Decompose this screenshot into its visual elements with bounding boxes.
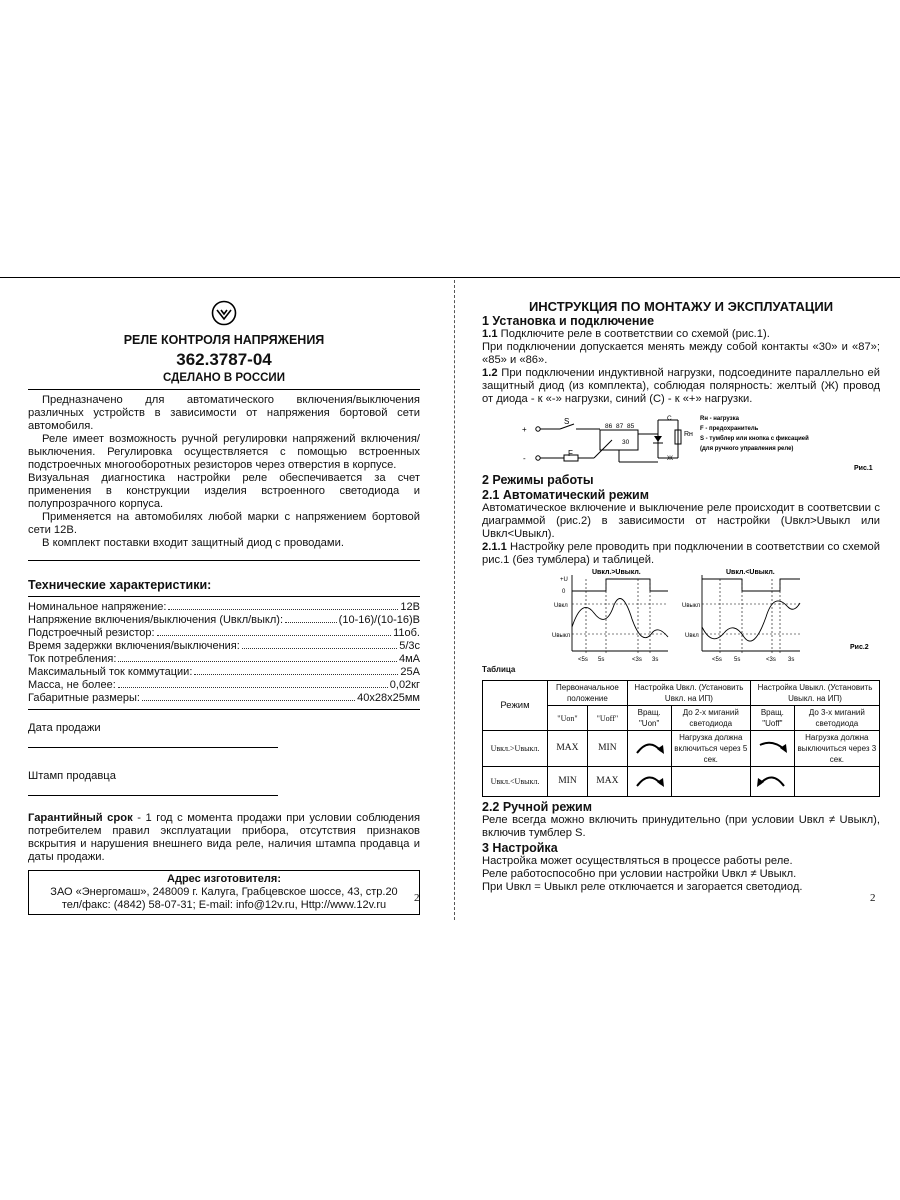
y-label-uoff: Uвыкл <box>552 633 571 639</box>
sale-date-label: Дата продажи <box>28 722 101 734</box>
header-blink-2: До 2-х миганий светодиода <box>671 706 751 731</box>
timing-diagram <box>482 567 880 665</box>
y-label-uon: Uвкл <box>554 603 568 609</box>
spec-row: Время задержки включения/выключения: 5/3с <box>28 640 420 652</box>
intro-paragraph: Визуальная диагностика настройки реле обеспечивается за счет применения в конструкции изделия встроенного светодиода и полупрозрачного корпуса. <box>28 472 420 510</box>
seller-stamp-label: Штамп продавца <box>28 770 116 782</box>
address-title: Адрес изготовителя: <box>167 873 281 885</box>
intro-paragraph: Предназначено для автоматического включения/выключения различных устройств в зависимости от напряжения бортовой сети автомобиля. <box>28 394 420 432</box>
spec-row: Максимальный ток коммутации: 25А <box>28 666 420 678</box>
time-label: 5s <box>598 657 605 663</box>
right-page <box>482 300 880 894</box>
specs-list <box>28 601 420 705</box>
rotate-clockwise-icon <box>631 737 667 757</box>
row1-mode: Uвкл.>Uвыкл. <box>483 731 548 767</box>
left-page-number: 2 <box>414 892 420 904</box>
legend-load: Rн - нагрузка <box>700 416 739 422</box>
spec-row: Номинальное напряжение: 12В <box>28 601 420 613</box>
paragraph-3b: Реле работоспособно при условии настройки Uвкл ≠ Uвыкл. <box>482 868 797 880</box>
spec-row: Ток потребления: 4мА <box>28 653 420 665</box>
warranty-text: Гарантийный срок - 1 год с момента продажи при условии соблюдения потребителем правил эксплуатации прибора, отсутствия признаков вскрытия и нарушения внешнего вида реле, наличия штампа продавца и даты продажи. <box>28 812 421 863</box>
time-label: <3s <box>766 657 776 663</box>
rotate-counterclockwise-icon <box>754 770 790 790</box>
section-2-heading: 2 Режимы работы <box>482 473 594 487</box>
row2-empty <box>794 767 879 797</box>
header-set-off: Настройка Uвыкл. (Установить Uвыкл. на ИП) <box>751 681 880 706</box>
rotate-clockwise-icon <box>631 770 667 790</box>
header-mode: Режим <box>483 681 548 731</box>
row1-rotate-uoff <box>751 731 795 767</box>
plus-terminal: + <box>522 425 527 434</box>
intro-paragraph: В комплект поставки входит защитный диод с проводами. <box>42 537 344 549</box>
header-uon: "Uon" <box>548 706 588 731</box>
left-chart-title: Uвкл.>Uвыкл. <box>592 569 641 576</box>
section-2-1-heading: 2.1 Автоматический режим <box>482 488 649 502</box>
rule <box>28 596 420 597</box>
specs-title: Технические характеристики: <box>28 578 212 592</box>
section-1-heading: 1 Установка и подключение <box>482 314 655 328</box>
pin-30: 30 <box>622 439 630 446</box>
instruction-title: ИНСТРУКЦИЯ ПО МОНТАЖУ И ЭКСПЛУАТАЦИИ <box>528 299 834 314</box>
header-blink-3: До 3-х миганий светодиода <box>794 706 879 731</box>
row1-initial-uon: MAX <box>548 731 588 767</box>
paragraph-1-1: 1.1 Подключите реле в соответствии со схемой (рис.1). <box>482 328 770 340</box>
y-label-plus: +U <box>560 577 568 583</box>
time-label: <5s <box>578 657 588 663</box>
paragraph-1-1b: При подключении допускается менять между собой контакты «30» и «87»; «85» и «86». <box>482 341 880 366</box>
paragraph-3c: При Uвкл = Uвыкл реле отключается и загорается светодиод. <box>482 881 803 893</box>
paragraph-3a: Настройка может осуществляться в процессе работы реле. <box>482 855 793 867</box>
load-label: Rн <box>684 431 693 438</box>
right-y-label-uon: Uвкл <box>685 633 699 639</box>
paragraph-1-2: 1.2 При подключении индуктивной нагрузки, подсоедините параллельно ей защитный диод (из комплекта), соблюдая полярность: желтый (Ж) провод от диода - к «-» нагрузки, синий (С) - к «+» нагрузки. <box>482 367 880 405</box>
paragraph-2-2: Реле всегда можно включить принудительно (при условии Uвкл ≠ Uвыкл), включив тумблер S. <box>482 814 880 839</box>
wire-blue-label: С <box>667 415 672 422</box>
fuse-label: F <box>568 449 573 458</box>
right-chart-title: Uвкл.<Uвыкл. <box>726 569 775 576</box>
spec-row: Масса, не более: 0,02кг <box>28 679 420 691</box>
product-code: 362.3787-04 <box>176 350 272 369</box>
spec-row: Габаритные размеры: 40х28х25мм <box>28 692 420 704</box>
pin-85: 85 <box>627 423 635 430</box>
settings-table <box>482 680 880 797</box>
header-uoff: "Uoff" <box>587 706 627 731</box>
switch-label: S <box>564 417 570 426</box>
pin-86: 86 <box>605 423 613 430</box>
intro-paragraph: Реле имеет возможность ручной регулировки напряжений включения/выключения. Регулировка осуществляется с помощью встроенных подстроечных многооборотных резисторов через отверстия в корпусе. <box>28 433 420 471</box>
manufacturer-logo-icon <box>211 300 237 326</box>
pin-87: 87 <box>616 423 624 430</box>
paragraph-2-1: Автоматическое включение и выключение реле происходит в соответсвии с диаграммой (рис.2) в зависимости от настройки (Uвкл>Uвыкл или Uвкл<Uвыкл). <box>482 502 880 540</box>
page-divider <box>454 280 456 920</box>
right-y-label-uoff: Uвыкл <box>682 603 701 609</box>
row1-load-on: Нагрузка должна включиться через 5 сек. <box>671 731 751 767</box>
time-label: 3s <box>788 657 795 663</box>
time-label: <3s <box>632 657 642 663</box>
wire-yellow-label: Ж <box>667 455 674 462</box>
legend-switch: S - тумблер или кнопка с фиксацией <box>700 436 809 442</box>
spec-row: Подстроечный резистор: 11об. <box>28 627 420 639</box>
spec-row: Напряжение включения/выключения (Uвкл/выкл): (10-16)/(10-16)В <box>28 614 420 626</box>
address-box <box>28 870 420 915</box>
seller-stamp-line <box>28 795 278 796</box>
rotate-clockwise-icon <box>754 737 790 757</box>
time-label: 5s <box>734 657 741 663</box>
legend-manual: (для ручного управления реле) <box>700 446 794 452</box>
address-line: ЗАО «Энергомаш», 248009 г. Калуга, Грабцевское шоссе, 43, стр.20 <box>50 886 398 898</box>
row1-load-off: Нагрузка должна выключиться через 3 сек. <box>794 731 879 767</box>
y-label-zero: 0 <box>562 589 566 595</box>
rule <box>28 560 420 561</box>
fig2-caption: Рис.2 <box>850 644 869 651</box>
sheet-top-edge <box>0 277 900 278</box>
address-contacts: тел/факс: (4842) 58-07-31; E-mail: info@12v.ru, Http://www.12v.ru <box>61 899 387 911</box>
time-label: <5s <box>712 657 722 663</box>
header-rotate-uoff: Вращ. "Uoff" <box>751 706 795 731</box>
row2-initial-uoff: MAX <box>587 767 627 797</box>
header-set-on: Настройка Uвкл. (Установить Uвкл. на ИП) <box>627 681 750 706</box>
left-page <box>28 300 420 915</box>
row2-mode: Uвкл.<Uвыкл. <box>483 767 548 797</box>
time-label: 3s <box>652 657 659 663</box>
row1-initial-uoff: MIN <box>587 731 627 767</box>
rule <box>28 709 420 710</box>
paragraph-2-1-1: 2.1.1 Настройку реле проводить при подключении в соответствии со схемой рис.1 (без тумблера) и таблицей. <box>482 541 880 566</box>
row2-initial-uon: MIN <box>548 767 588 797</box>
minus-terminal: - <box>523 454 526 463</box>
wiring-diagram <box>482 410 880 472</box>
intro-paragraph: Применяется на автомобилях любой марки с напряжением бортовой сети 12В. <box>28 511 420 536</box>
sale-date-line <box>28 747 278 748</box>
right-page-number: 2 <box>870 892 876 904</box>
row2-empty <box>671 767 751 797</box>
made-in: СДЕЛАНО В РОССИИ <box>163 372 285 384</box>
row1-rotate-uon <box>627 731 671 767</box>
section-3-heading: 3 Настройка <box>482 841 558 855</box>
row2-rotate-uon <box>627 767 671 797</box>
header-rotate-uon: Вращ. "Uon" <box>627 706 671 731</box>
rule <box>28 389 420 390</box>
table-label: Таблица <box>482 665 516 674</box>
header-initial: Первоначальное положение <box>548 681 628 706</box>
section-2-2-heading: 2.2 Ручной режим <box>482 800 592 814</box>
legend-fuse: F - предохранитель <box>700 426 759 432</box>
row2-rotate-uoff <box>751 767 795 797</box>
fig1-caption: Рис.1 <box>854 465 873 472</box>
product-title: РЕЛЕ КОНТРОЛЯ НАПРЯЖЕНИЯ <box>123 333 325 347</box>
